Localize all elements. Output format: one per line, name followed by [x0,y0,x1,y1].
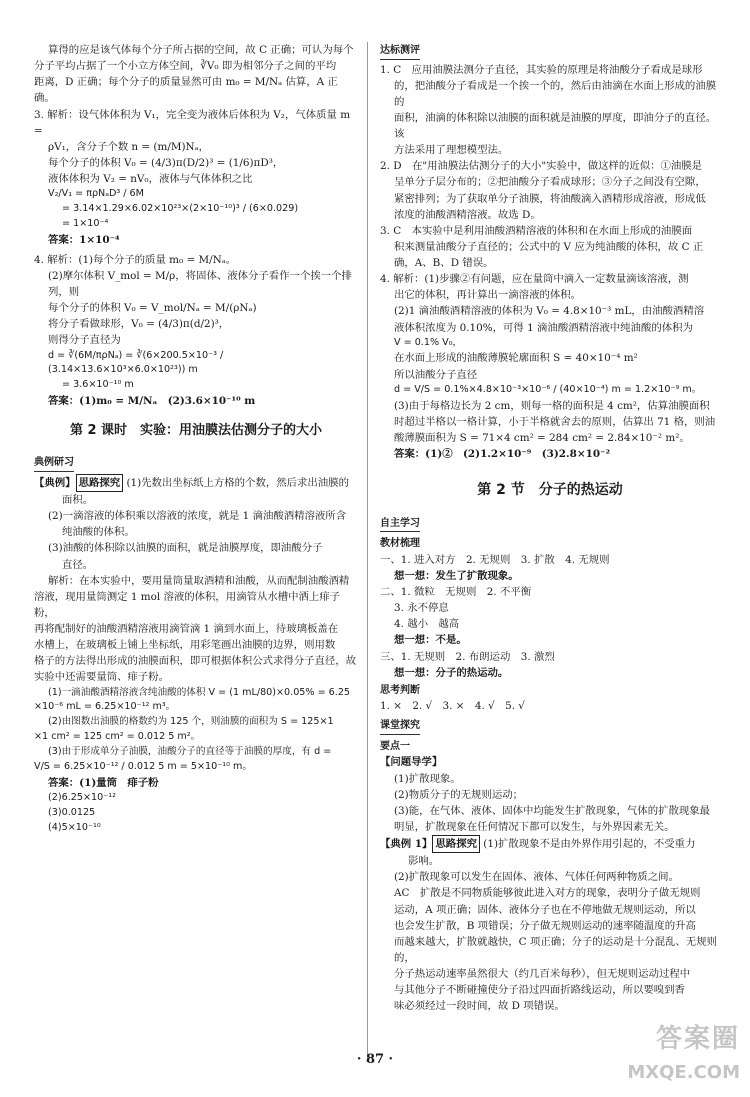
left-column [34,42,358,835]
q4-line: 4. 解析：(1)每个分子的质量 m₀ = M/Nₐ。 [34,253,237,266]
material-line: 三、1. 无规则 2. 布朗运动 3. 激烈 [380,650,555,663]
example-badge: 【典例】 [34,476,76,489]
test-line: (3)由于每格边长为 2 cm，则每一格的面积是 4 cm²，估算油膜面积 [394,399,710,412]
answer-line: (4)5×10⁻¹⁰ [48,821,101,833]
analysis-line: AC 扩散是不同物质能够彼此进入对方的现象，表明分子做无规则 [394,887,701,900]
test-line: 2. D 在"用油膜法估测分子的大小"实验中，做这样的近似：①油膜是 [380,160,703,173]
column-divider [367,42,368,1062]
example-line: 面积。 [62,494,94,507]
q3-formula: = 3.14×1.29×6.02×10²³×(2×10⁻¹⁰)³ / (6×0.029) [62,202,299,214]
example-line: (2)一滴溶液的体积乘以溶液的浓度，就是 1 滴油酸酒精溶液所含 [48,510,347,523]
answer-line: (2)6.25×10⁻¹² [48,791,116,803]
test-line: 液体积浓度为 0.10%，可得 1 滴油酸酒精溶液中纯油酸的体积为 [394,321,693,334]
q3-answer: 答案：1×10⁻⁴ [48,233,120,246]
section-tag-self: 自主学习 [380,516,420,533]
section-tag-typical: 典例研习 [34,455,74,472]
q4-formula: = 3.6×10⁻¹⁰ m [62,379,134,391]
q3-line: ρV₁，含分子个数 n = (m/M)Nₐ， [48,140,210,153]
thinking-box: 思路探究 [76,474,124,492]
watermark-text: 答案圈 [655,1023,740,1054]
analysis-line: 味必须经过一段时间，故 D 项错误。 [394,1000,565,1013]
test-line: 浓度的油酸酒精溶液。故选 D。 [394,208,541,221]
analysis-line: 溶液，现用量筒测定 1 mol 溶液的体积，用滴管从水槽中洒上痱子粉， [34,590,341,619]
answer-line: (3)0.0125 [48,806,96,818]
test-line: 的，把油酸分子看成是一个挨一个的，然后由油滴在水面上形成的油膜的 [394,79,717,108]
guide-line: (2)物质分子的无规则运动； [394,788,524,801]
q3-formula: V₂/V₁ = πρNₐD³ / 6M [48,188,144,200]
text-line: 距离，D 正确；每个分子的质量显然可由 m₀ = M/Nₐ 估算，A 正确。 [34,76,338,105]
watermark-logo [627,1019,740,1087]
example-line: (2)扩散现象可以发生在固体、液体、气体任何两种物质之间。 [394,871,679,884]
analysis-line: 格子的方法得出形成的油膜面积，即可根据体积公式求得分子直径，故 [34,655,357,668]
test-line: 所以油酸分子直径 [394,368,478,381]
guide-line: 明显，扩散现象在任何情况下都可以发生，与外界因素无关。 [394,820,675,833]
think-line: 想一想：不是。 [394,634,467,647]
lesson-title: 第 2 课时 实验：用油膜法估测分子的大小 [69,423,323,439]
text-line: 分子平均占据了一个小立方体空间，∛V₀ 即为相邻分子之间的平均 [34,60,337,73]
analysis-line: 也会发生扩散，B 项错误；分子做无规则运动的速率随温度的升高 [394,919,696,932]
test-line: 积来测量油酸分子直径的；公式中的 V 应为纯油酸的体积，故 C 正 [394,240,704,253]
example-line: (1)先数出坐标纸上方格的个数，然后求出油膜的 [126,476,349,489]
test-line: (2)1 滴油酸酒精溶液的体积为 V₀ = 4.8×10⁻³ mL，由油酸酒精溶 [394,305,705,318]
example-line: (1)扩散现象不是由外界作用引起的，不受重力 [483,838,696,851]
think-line: 想一想：发生了扩散现象。 [394,569,519,582]
test-line: 酸薄膜面积为 S = 71×4 cm² = 284 cm² = 2.84×10⁻² m²。 [394,431,690,444]
analysis-line: 与其他分子不断碰撞使分子沿过四面折路线运动，所以要嗅到香 [394,984,685,997]
section-tag-class: 课堂探究 [380,718,420,735]
test-line: 确，A、B、D 错误。 [394,257,494,269]
q3-formula: = 1×10⁻⁴ [62,217,109,229]
test-line: 出它的体积，再计算出一滴溶液的体积。 [394,289,582,302]
test-formula: d = V/S = 0.1%×4.8×10⁻³×10⁻⁶ / (40×10⁻⁴) m = 1.2×10⁻⁹ m。 [394,383,702,395]
q4-formula: d = ∛(6M/πρNₐ) = ∛(6×200.5×10⁻³ / (3.14×13.6×10³×6.0×10²³)) m [48,349,224,376]
subheading-judge: 思考判断 [380,684,420,696]
think-line: 想一想：分子的热运动。 [394,666,509,679]
q4-line: 则得分子直径为 [48,334,121,347]
guide-line: (3)能，在气体、液体、固体中均能发生扩散现象，气体的扩散现象最 [394,804,711,817]
example-badge: 【典例 1】 [380,838,433,851]
material-line: 二、1. 微粒 无规则 2. 不平衡 [380,586,532,599]
section-tag-test: 达标测评 [380,43,420,60]
material-line: 3. 永不停息 [394,602,449,615]
q4-line: 将分子看做球形，V₀ = (4/3)π(d/2)³， [48,318,230,331]
q3-line: 3. 解析：设气体体积为 V₁，完全变为液体后体积为 V₂，气体质量 m = [34,108,351,137]
answer-line: 答案：(1)量筒 痱子粉 [48,776,159,789]
test-line: 在水面上形成的油酸薄膜轮廓面积 S = 40×10⁻⁴ m² [394,352,638,365]
q3-line: 每个分子的体积 V₀ = (4/3)π(D/2)³ = (1/6)πD³， [48,156,284,169]
example-line: 直径。 [62,558,94,571]
test-line: 4. 解析：(1)步骤②有问题，应在量筒中滴入一定数量滴该溶液，测 [380,273,689,286]
example-line: (3)油酸的体积除以油膜的面积，就是油膜厚度，即油酸分子 [48,542,323,555]
q4-line: (2)摩尔体积 V_mol = M/ρ，将固体、液体分子看作一个挨一个排列，则 [48,269,352,299]
analysis-line: 分子热运动速率虽然很大（约几百米每秒），但无规则运动过程中 [394,968,691,981]
thinking-box: 思路探究 [432,835,480,853]
analysis-formula: (3)由于形成单分子油膜，油酸分子的直径等于油膜的厚度，有 d = [48,745,332,757]
judge-line: 1. × 2. √ 3. × 4. √ 5. √ [380,700,525,713]
guide-line: (1)扩散现象。 [394,772,461,785]
analysis-line: 解析：在本实验中，要用量筒量取酒精和油酸，从而配制油酸酒精 [48,574,350,587]
subheading-point: 要点一 [380,740,410,752]
test-line: 1. C 应用油膜法测分子直径，其实验的原理是将油酸分子看成是球形 [380,63,703,76]
analysis-formula: V/S = 6.25×10⁻¹² / 0.012 5 m = 5×10⁻¹⁰ m。 [34,760,252,772]
test-line: 面积，油滴的体积除以油膜的面积就是油膜的厚度，即油分子的直径。该 [394,111,717,140]
section-title: 第 2 节 分子的热运动 [477,482,623,499]
analysis-line: 而越来越大，扩散就越快，C 项正确；分子的运动是十分混乱、无规则的， [394,935,717,964]
test-formula: V = 0.1% V₀， [394,336,463,348]
watermark-url: MXQE.COM [627,1062,740,1084]
q3-line: 液体体积为 V₂ = nV₀，液体与气体体积之比 [48,173,253,185]
q4-line: 每个分子的体积 V₀ = V_mol/Nₐ = M/(ρNₐ) [48,302,257,315]
text-line: 算得的应是该气体每个分子所占据的空间，故 C 正确；可认为每个 [48,44,354,56]
test-line: 呈单分子层分布的；②把油酸分子看成球形；③分子之间没有空隙， [394,176,706,189]
guide-badge: 【问题导学】 [380,756,443,769]
test-answer: 答案：(1)② (2)1.2×10⁻⁹ (3)2.8×10⁻² [394,447,611,460]
material-line: 一、1. 进入对方 2. 无规则 3. 扩散 4. 无规则 [380,553,610,566]
analysis-line: 再将配制好的油酸酒精溶液用滴管滴 1 滴到水面上，待玻璃板盖在 [34,623,339,636]
example-line: 影响。 [408,855,440,868]
page-number: · 87 · [356,1052,394,1067]
subheading-material: 教材梳理 [380,538,420,550]
test-line: 紧密排列；为了获取单分子油膜，将油酸滴入酒精形成溶液，形成低 [394,192,706,205]
test-line: 时超过半格以一格计算，小于半格就舍去的原则，估算出 71 格，则油 [394,415,716,428]
q4-answer: 答案：(1)m₀ = M/Nₐ (2)3.6×10⁻¹⁰ m [48,395,256,408]
analysis-formula: (1)一滴油酸酒精溶液含纯油酸的体积 V = (1 mL/80)×0.05% = 6.25 [48,686,351,698]
test-line: 3. C 本实验中是利用油酸酒精溶液的体积和在水面上形成的油膜面 [380,224,693,237]
analysis-line: 实验中还需要量筒、痱子粉。 [34,671,170,684]
material-line: 4. 越小 越高 [394,618,460,631]
analysis-line: 水槽上，在玻璃板上铺上坐标纸，用彩笔画出油膜的边界，则用数 [34,639,336,652]
right-column [380,42,720,1014]
example-line: 纯油酸的体积。 [62,526,135,539]
analysis-formula: (2)由图数出油膜的格数约为 125 个，则油膜的面积为 S = 125×1 [48,716,334,728]
analysis-formula: ×10⁻⁶ mL = 6.25×10⁻¹² m³。 [34,701,176,713]
test-line: 方法采用了理想模型法。 [394,144,509,157]
analysis-formula: ×1 cm² = 125 cm² = 0.012 5 m²。 [34,731,201,743]
analysis-line: 运动，A 项正确；固体、液体分子也在不停地做无规则运动，所以 [394,903,696,916]
